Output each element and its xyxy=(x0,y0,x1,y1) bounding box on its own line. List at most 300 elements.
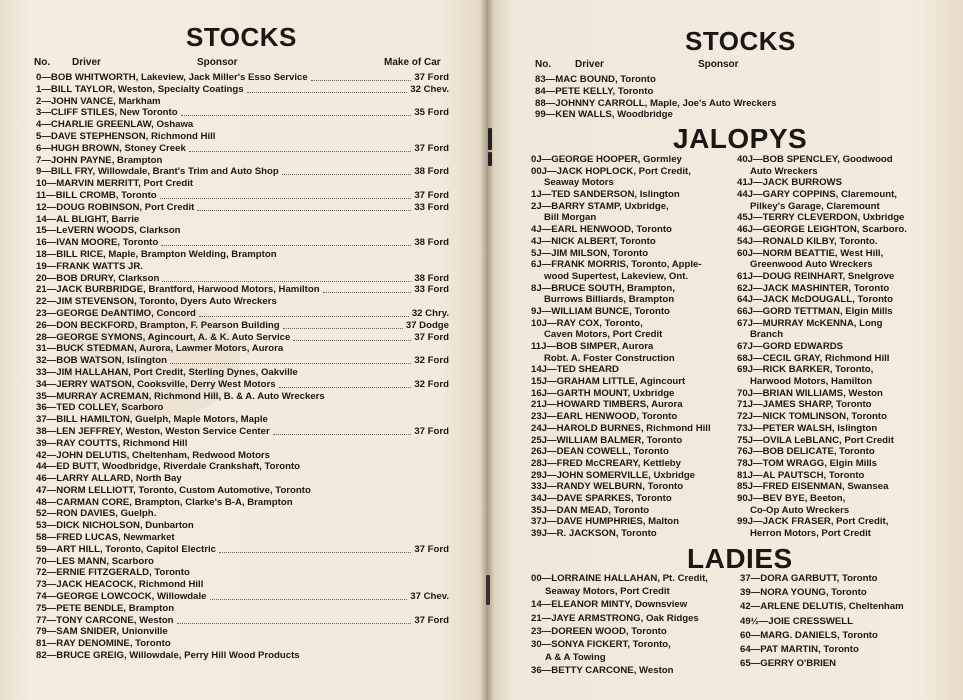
ladies-entry xyxy=(740,587,950,601)
entry-line: 62J—JACK MASHINTER, Toronto xyxy=(737,282,890,294)
entry-continuation: wood Supertest, Lakeview, Ont. xyxy=(544,270,689,282)
ladies-entry xyxy=(740,644,950,658)
jalopy-entry xyxy=(737,435,952,447)
entry-driver-sponsor: 15—LeVERN WOODS, Clarkson xyxy=(36,225,181,237)
jalopy-entry xyxy=(737,236,952,248)
entry-driver-sponsor: 99—KEN WALLS, Woodbridge xyxy=(535,109,673,121)
entry-line: 73J—PETER WALSH, Islington xyxy=(737,422,878,434)
stocks-entry xyxy=(36,626,449,638)
entry-make-of-car: 32 Ford xyxy=(414,355,449,367)
entry-make-of-car: 37 Ford xyxy=(414,142,449,154)
column-headers xyxy=(34,57,454,69)
dot-leader xyxy=(323,292,412,293)
entry-line: 34J—DAVE SPARKES, Toronto xyxy=(531,492,672,504)
stocks-entry xyxy=(36,261,449,273)
entry-line: 90J—BEV BYE, Beeton, xyxy=(737,492,846,504)
jalopy-entry xyxy=(737,248,952,271)
jalopy-entry xyxy=(531,341,736,364)
entry-driver-sponsor: 18—BILL RICE, Maple, Brampton Welding, Brampton xyxy=(36,248,277,260)
entry-make-of-car: 38 Ford xyxy=(414,272,449,284)
jalopy-entry xyxy=(737,458,952,470)
ladies-entry xyxy=(531,613,739,626)
stocks-entry xyxy=(36,579,449,591)
ladies-heading: LADIES xyxy=(687,543,793,574)
entry-line: 21—JAYE ARMSTRONG, Oak Ridges xyxy=(531,612,699,624)
entry-driver-sponsor: 37—BILL HAMILTON, Guelph, Maple Motors, Maple xyxy=(36,414,268,426)
stocks-entry xyxy=(36,249,449,261)
entry-line: 60J—NORM BEATTIE, West Hill, xyxy=(737,247,884,259)
col-driver: Driver xyxy=(575,59,604,70)
entry-driver-sponsor: 74—GEORGE LOWCOCK, Willowdale xyxy=(36,591,207,603)
stocks-entry xyxy=(36,343,449,355)
stocks-entry xyxy=(36,143,449,155)
stocks-entry xyxy=(36,273,449,285)
entry-line: 42—ARLENE DELUTIS, Cheltenham xyxy=(740,601,904,613)
stocks-list-continued xyxy=(535,74,935,121)
jalopy-entry xyxy=(737,470,952,482)
entry-line: 99J—JACK FRASER, Port Credit, xyxy=(737,516,889,528)
entry-line: 23—DOREEN WOOD, Toronto xyxy=(531,625,667,637)
entry-driver-sponsor: 23—GEORGE DeANTIMO, Concord xyxy=(36,307,196,319)
jalopy-entry xyxy=(531,470,736,482)
entry-continuation: Greenwood Auto Wreckers xyxy=(750,259,873,271)
entry-driver-sponsor: 79—SAM SNIDER, Unionville xyxy=(36,626,168,638)
dot-leader xyxy=(283,328,403,329)
entry-line: 00—LORRAINE HALLAHAN, Pt. Credit, xyxy=(531,573,708,584)
jalopy-entry xyxy=(531,528,736,540)
jalopy-entry xyxy=(531,516,736,528)
entry-continuation: Co-Op Auto Wreckers xyxy=(750,504,850,516)
entry-make-of-car: 32 Chev. xyxy=(410,83,449,95)
jalopy-entry xyxy=(531,236,736,248)
entry-continuation: Pilkey's Garage, Claremount xyxy=(750,200,880,212)
stocks-entry xyxy=(36,603,449,615)
entry-line: 9J—WILLIAM BUNCE, Toronto xyxy=(531,305,670,317)
stocks-entry xyxy=(36,225,449,237)
jalopy-entry xyxy=(737,212,952,224)
entry-line: 41J—JACK BURROWS xyxy=(737,177,843,189)
entry-continuation: Seaway Motors xyxy=(544,177,614,189)
entry-line: 28J—FRED McCREARY, Kettleby xyxy=(531,457,681,469)
entry-make-of-car: 37 Ford xyxy=(414,425,449,437)
stocks-entry xyxy=(36,214,449,226)
entry-line: 76J—BOB DELICATE, Toronto xyxy=(737,446,875,458)
stocks-entry xyxy=(36,119,449,131)
entry-driver-sponsor: 34—JERRY WATSON, Cooksville, Derry West Motors xyxy=(36,378,276,390)
jalopy-entry xyxy=(531,399,736,411)
ladies-entry xyxy=(740,658,950,672)
stocks-list xyxy=(36,72,449,662)
jalopy-entry xyxy=(531,411,736,423)
entry-make-of-car: 37 Ford xyxy=(414,189,449,201)
entry-line: 72J—NICK TOMLINSON, Toronto xyxy=(737,411,887,423)
entry-driver-sponsor: 6—HUGH BROWN, Stoney Creek xyxy=(36,142,186,154)
jalopy-entry xyxy=(737,177,952,189)
entry-driver-sponsor: 0—BOB WHITWORTH, Lakeview, Jack Miller's Esso Service xyxy=(36,72,308,83)
entry-driver-sponsor: 38—LEN JEFFREY, Weston, Weston Service Center xyxy=(36,425,270,437)
entry-line: 61J—DOUG REINHART, Snelgrove xyxy=(737,270,895,282)
dot-leader xyxy=(273,434,412,435)
jalopy-entry xyxy=(737,446,952,458)
entry-driver-sponsor: 44—ED BUTT, Woodbridge, Riverdale Crankshaft, Toronto xyxy=(36,461,301,473)
entry-driver-sponsor: 14—AL BLIGHT, Barrie xyxy=(36,213,140,225)
stocks-entry xyxy=(36,296,449,308)
stocks-entry xyxy=(36,190,449,202)
jalopy-entry xyxy=(737,283,952,295)
entry-driver-sponsor: 28—GEORGE SYMONS, Agincourt, A. & K. Auto Service xyxy=(36,331,291,343)
dot-leader xyxy=(210,599,408,600)
stocks-entry xyxy=(36,166,449,178)
stocks-entry xyxy=(36,544,449,556)
stocks-entry xyxy=(36,556,449,568)
stocks-entry xyxy=(36,638,449,650)
dot-leader xyxy=(161,245,411,246)
dot-leader xyxy=(181,115,412,116)
dot-leader xyxy=(189,151,412,152)
jalopy-entry xyxy=(737,493,952,516)
jalopy-entry xyxy=(737,388,952,400)
entry-line: 64J—JACK McDOUGALL, Toronto xyxy=(737,294,893,306)
entry-continuation: Seaway Motors, Port Credit xyxy=(545,586,670,598)
stocks-entry xyxy=(36,131,449,143)
entry-make-of-car: 37 Chev. xyxy=(410,591,449,603)
stocks-entry xyxy=(36,308,449,320)
staple xyxy=(486,575,490,605)
jalopy-entry xyxy=(737,294,952,306)
jalopy-entry xyxy=(737,423,952,435)
entry-line: 8J—BRUCE SOUTH, Brampton, xyxy=(531,282,675,294)
entry-continuation: A & A Towing xyxy=(545,652,606,664)
col-no: No. xyxy=(535,59,552,70)
dot-leader xyxy=(197,210,411,211)
dot-leader xyxy=(279,387,412,388)
entry-make-of-car: 32 Chry. xyxy=(411,307,449,319)
stocks-entry xyxy=(36,284,449,296)
entry-driver-sponsor: 7—JOHN PAYNE, Brampton xyxy=(36,154,163,166)
jalopy-entry xyxy=(737,353,952,365)
col-driver: Driver xyxy=(72,57,101,68)
dot-leader xyxy=(293,340,411,341)
dot-leader xyxy=(282,174,412,175)
entry-make-of-car: 38 Ford xyxy=(414,166,449,178)
entry-line: 14—ELEANOR MINTY, Downsview xyxy=(531,599,688,611)
entry-line: 67J—GORD EDWARDS xyxy=(737,341,844,352)
entry-line: 10J—RAY COX, Toronto, xyxy=(531,317,643,329)
entry-line: 25J—WILLIAM BALMER, Toronto xyxy=(531,434,683,446)
entry-continuation: Auto Wreckers xyxy=(750,165,818,177)
entry-line: 36—BETTY CARCONE, Weston xyxy=(531,665,674,677)
entry-driver-sponsor: 33—JIM HALLAHAN, Port Credit, Sterling Dynes, Oakville xyxy=(36,366,298,378)
entry-line: 75J—OVILA LeBLANC, Port Credit xyxy=(737,434,894,446)
stocks-entry xyxy=(36,485,449,497)
entry-driver-sponsor: 22—JIM STEVENSON, Toronto, Dyers Auto Wreckers xyxy=(36,296,277,308)
stocks-entry xyxy=(36,96,449,108)
entry-driver-sponsor: 12—DOUG ROBINSON, Port Credit xyxy=(36,201,195,213)
stocks-entry xyxy=(36,473,449,485)
entry-make-of-car: 37 Ford xyxy=(414,543,449,555)
entry-line: 24J—HAROLD BURNES, Richmond Hill xyxy=(531,422,711,434)
entry-line: 5J—JIM MILSON, Toronto xyxy=(531,247,649,259)
entry-driver-sponsor: 70—LES MANN, Scarboro xyxy=(36,555,154,567)
entry-line: 4J—EARL HENWOOD, Toronto xyxy=(531,224,672,236)
entry-continuation: Branch xyxy=(750,329,784,341)
entry-line: 71J—JAMES SHARP, Toronto xyxy=(737,399,872,411)
entry-make-of-car: 33 Ford xyxy=(414,284,449,296)
jalopy-entry xyxy=(531,481,736,493)
entry-line: 35J—DAN MEAD, Toronto xyxy=(531,504,650,516)
jalopy-entry xyxy=(737,224,952,236)
entry-driver-sponsor: 39—RAY COUTTS, Richmond Hill xyxy=(36,437,188,449)
jalopys-list-left xyxy=(531,154,736,540)
stocks-entry xyxy=(535,109,935,121)
ladies-entry xyxy=(531,573,739,599)
jalopy-entry xyxy=(531,189,736,201)
stocks-entry xyxy=(535,74,935,86)
entry-make-of-car: 35 Ford xyxy=(414,107,449,119)
dot-leader xyxy=(170,363,411,364)
jalopy-entry xyxy=(737,189,952,212)
stocks-entry xyxy=(36,202,449,214)
stocks-entry xyxy=(36,391,449,403)
entry-line: 65—GERRY O'BRIEN xyxy=(740,658,837,670)
stocks-entry xyxy=(36,508,449,520)
ladies-entry xyxy=(531,665,739,678)
column-headers-right xyxy=(535,59,835,71)
entry-make-of-car: 32 Ford xyxy=(414,378,449,390)
entry-line: 29J—JOHN SOMERVILLE, Uxbridge xyxy=(531,469,696,481)
stocks-entry xyxy=(36,520,449,532)
entry-line: 67J—MURRAY McKENNA, Long xyxy=(737,317,883,329)
entry-make-of-car: 37 Ford xyxy=(414,72,449,83)
entry-driver-sponsor: 26—DON BECKFORD, Brampton, F. Pearson Building xyxy=(36,319,280,331)
entry-make-of-car: 37 Ford xyxy=(414,614,449,626)
entry-driver-sponsor: 35—MURRAY ACREMAN, Richmond Hill, B. & A. Auto Wreckers xyxy=(36,390,325,402)
stocks-entry xyxy=(36,402,449,414)
stocks-heading-continued: STOCKS xyxy=(685,26,796,56)
stocks-entry xyxy=(36,532,449,544)
dot-leader xyxy=(219,552,411,553)
entry-line: 81J—AL PAUTSCH, Toronto xyxy=(737,469,865,481)
jalopy-entry xyxy=(737,306,952,318)
entry-driver-sponsor: 81—RAY DENOMINE, Toronto xyxy=(36,638,171,650)
jalopy-entry xyxy=(531,166,736,189)
entry-driver-sponsor: 19—FRANK WATTS JR. xyxy=(36,260,143,272)
entry-driver-sponsor: 31—BUCK STEDMAN, Aurora, Lawmer Motors, Aurora xyxy=(36,343,284,355)
stocks-entry xyxy=(36,107,449,119)
entry-driver-sponsor: 9—BILL FRY, Willowdale, Brant's Trim and Auto Shop xyxy=(36,166,279,178)
entry-line: 39—NORA YOUNG, Toronto xyxy=(740,587,867,599)
jalopy-entry xyxy=(737,399,952,411)
entry-driver-sponsor: 58—FRED LUCAS, Newmarket xyxy=(36,532,175,544)
dot-leader xyxy=(162,281,411,282)
entry-make-of-car: 37 Dodge xyxy=(405,319,449,331)
entry-line: 26J—DEAN COWELL, Toronto xyxy=(531,446,669,458)
entry-driver-sponsor: 46—LARRY ALLARD, North Bay xyxy=(36,473,182,485)
entry-line: 69J—RICK BARKER, Toronto, xyxy=(737,364,874,376)
entry-line: 46J—GEORGE LEIGHTON, Scarboro. xyxy=(737,224,907,236)
jalopy-entry xyxy=(531,435,736,447)
stocks-entry xyxy=(36,650,449,662)
entry-line: 37—DORA GARBUTT, Toronto xyxy=(740,573,878,584)
jalopy-entry xyxy=(531,224,736,236)
stocks-entry xyxy=(36,320,449,332)
jalopy-entry xyxy=(531,458,736,470)
jalopy-entry xyxy=(737,154,952,177)
entry-line: 00J—JACK HOPLOCK, Port Credit, xyxy=(531,165,691,177)
col-no: No. xyxy=(34,57,51,68)
stocks-entry xyxy=(36,426,449,438)
stocks-entry xyxy=(36,155,449,167)
stocks-entry xyxy=(36,497,449,509)
jalopy-entry xyxy=(737,481,952,493)
entry-driver-sponsor: 59—ART HILL, Toronto, Capitol Electric xyxy=(36,543,216,555)
ladies-list-right xyxy=(740,573,950,672)
entry-line: 6J—FRANK MORRIS, Toronto, Apple- xyxy=(531,259,702,271)
entry-driver-sponsor: 52—RON DAVIES, Guelph. xyxy=(36,508,157,520)
entry-line: 70J—BRIAN WILLIAMS, Weston xyxy=(737,387,883,399)
entry-driver-sponsor: 73—JACK HEACOCK, Richmond Hill xyxy=(36,579,204,591)
stocks-entry xyxy=(36,237,449,249)
jalopy-entry xyxy=(531,201,736,224)
entry-make-of-car: 38 Ford xyxy=(414,237,449,249)
jalopy-entry xyxy=(531,154,736,166)
stocks-entry xyxy=(36,567,449,579)
entry-make-of-car: 37 Ford xyxy=(414,331,449,343)
entry-driver-sponsor: 36—TED COLLEY, Scarboro xyxy=(36,402,164,414)
entry-driver-sponsor: 84—PETE KELLY, Toronto xyxy=(535,85,654,97)
ladies-entry xyxy=(740,616,950,630)
entry-make-of-car: 33 Ford xyxy=(414,201,449,213)
jalopy-entry xyxy=(531,364,736,376)
entry-driver-sponsor: 32—BOB WATSON, Islington xyxy=(36,355,167,367)
stocks-heading: STOCKS xyxy=(186,22,297,52)
entry-line: 49½—JOIE CRESSWELL xyxy=(740,615,854,627)
entry-line: 4J—NICK ALBERT, Toronto xyxy=(531,235,656,247)
col-sponsor: Sponsor xyxy=(698,59,739,70)
ladies-entry xyxy=(531,639,739,665)
entry-line: 21J—HOWARD TIMBERS, Aurora xyxy=(531,399,683,411)
jalopy-entry xyxy=(737,364,952,387)
jalopy-entry xyxy=(531,446,736,458)
entry-line: 30—SONYA FICKERT, Toronto, xyxy=(531,638,671,650)
stocks-entry xyxy=(36,615,449,627)
entry-line: 45J—TERRY CLEVERDON, Uxbridge xyxy=(737,212,905,224)
entry-driver-sponsor: 82—BRUCE GREIG, Willowdale, Perry Hill Wood Products xyxy=(36,650,300,662)
right-page xyxy=(487,0,963,700)
entry-continuation: Robt. A. Foster Construction xyxy=(544,352,675,364)
jalopy-entry xyxy=(737,516,952,539)
jalopy-entry xyxy=(531,318,736,341)
entry-line: 44J—GARY COPPINS, Claremount, xyxy=(737,189,897,201)
entry-driver-sponsor: 42—JOHN DELUTIS, Cheltenham, Redwood Motors xyxy=(36,449,271,461)
entry-driver-sponsor: 5—DAVE STEPHENSON, Richmond Hill xyxy=(36,130,216,142)
jalopy-entry xyxy=(531,493,736,505)
jalopys-list-right xyxy=(737,154,952,540)
entry-line: 60—MARG. DANIELS, Toronto xyxy=(740,629,878,641)
entry-line: 15J—GRAHAM LITTLE, Agincourt xyxy=(531,376,686,388)
entry-driver-sponsor: 11—BILL CROMB, Toronto xyxy=(36,189,157,201)
dot-leader xyxy=(177,623,412,624)
dot-leader xyxy=(199,316,409,317)
stocks-entry xyxy=(36,178,449,190)
entry-driver-sponsor: 21—JACK BURBRIDGE, Brantford, Harwood Motors, Hamilton xyxy=(36,284,320,296)
entry-continuation: Burrows Billiards, Brampton xyxy=(544,294,675,306)
jalopy-entry xyxy=(737,341,952,353)
entry-driver-sponsor: 77—TONY CARCONE, Weston xyxy=(36,614,174,626)
jalopy-entry xyxy=(531,505,736,517)
entry-driver-sponsor: 3—CLIFF STILES, New Toronto xyxy=(36,107,178,119)
dot-leader xyxy=(311,80,412,81)
entry-driver-sponsor: 72—ERNIE FITZGERALD, Toronto xyxy=(36,567,190,579)
entry-driver-sponsor: 83—MAC BOUND, Toronto xyxy=(535,74,656,85)
stocks-entry xyxy=(36,379,449,391)
jalopy-entry xyxy=(737,318,952,341)
entry-line: 68J—CECIL GRAY, Richmond Hill xyxy=(737,352,890,364)
stocks-entry xyxy=(36,414,449,426)
entry-line: 40J—BOB SPENCLEY, Goodwood xyxy=(737,154,893,165)
entry-driver-sponsor: 20—BOB DRURY, Clarkson xyxy=(36,272,160,284)
stocks-entry xyxy=(36,591,449,603)
entry-line: 54J—RONALD KILBY, Toronto. xyxy=(737,235,878,247)
jalopys-heading: JALOPYS xyxy=(673,123,808,154)
entry-driver-sponsor: 88—JOHNNY CARROLL, Maple, Joe's Auto Wreckers xyxy=(535,97,777,109)
jalopy-entry xyxy=(531,283,736,306)
jalopy-entry xyxy=(531,423,736,435)
stocks-entry xyxy=(535,98,935,110)
jalopy-entry xyxy=(531,306,736,318)
entry-driver-sponsor: 10—MARVIN MERRITT, Port Credit xyxy=(36,178,194,190)
col-sponsor: Sponsor xyxy=(197,57,238,68)
jalopy-entry xyxy=(737,271,952,283)
entry-driver-sponsor: 47—NORM LELLIOTT, Toronto, Custom Automotive, Toronto xyxy=(36,484,311,496)
col-make: Make of Car xyxy=(384,57,441,68)
stocks-entry xyxy=(36,72,449,84)
stocks-entry xyxy=(36,367,449,379)
entry-driver-sponsor: 75—PETE BENDLE, Brampton xyxy=(36,602,175,614)
entry-continuation: Caven Motors, Port Credit xyxy=(544,329,663,341)
entry-line: 16J—GARTH MOUNT, Uxbridge xyxy=(531,387,675,399)
entry-line: 64—PAT MARTIN, Toronto xyxy=(740,643,859,655)
entry-line: 11J—BOB SIMPER, Aurora xyxy=(531,341,654,352)
entry-driver-sponsor: 53—DICK NICHOLSON, Dunbarton xyxy=(36,520,194,532)
jalopy-entry xyxy=(531,248,736,260)
entry-line: 85J—FRED EISENMAN, Swansea xyxy=(737,481,889,493)
entry-line: 66J—GORD TETTMAN, Elgin Mills xyxy=(737,305,893,317)
jalopy-entry xyxy=(531,376,736,388)
ladies-entry xyxy=(531,599,739,612)
dot-leader xyxy=(247,92,408,93)
entry-line: 23J—EARL HENWOOD, Toronto xyxy=(531,411,678,423)
entry-line: 33J—RANDY WELBURN, Toronto xyxy=(531,481,684,493)
dot-leader xyxy=(160,198,412,199)
entry-line: 1J—TED SANDERSON, Islington xyxy=(531,189,680,201)
ladies-list-left xyxy=(531,573,739,679)
ladies-entry xyxy=(740,630,950,644)
entry-continuation: Herron Motors, Port Credit xyxy=(750,528,871,539)
ladies-entry xyxy=(740,573,950,587)
entry-driver-sponsor: 2—JOHN VANCE, Markham xyxy=(36,95,161,107)
entry-line: 78J—TOM WRAGG, Elgin Mills xyxy=(737,457,878,469)
jalopy-entry xyxy=(531,259,736,282)
stocks-entry xyxy=(36,332,449,344)
staple xyxy=(488,152,492,166)
entry-driver-sponsor: 4—CHARLIE GREENLAW, Oshawa xyxy=(36,119,194,131)
staple xyxy=(488,128,492,150)
entry-driver-sponsor: 1—BILL TAYLOR, Weston, Specialty Coatings xyxy=(36,83,244,95)
jalopy-entry xyxy=(737,411,952,423)
stocks-entry xyxy=(36,84,449,96)
stocks-entry xyxy=(36,355,449,367)
